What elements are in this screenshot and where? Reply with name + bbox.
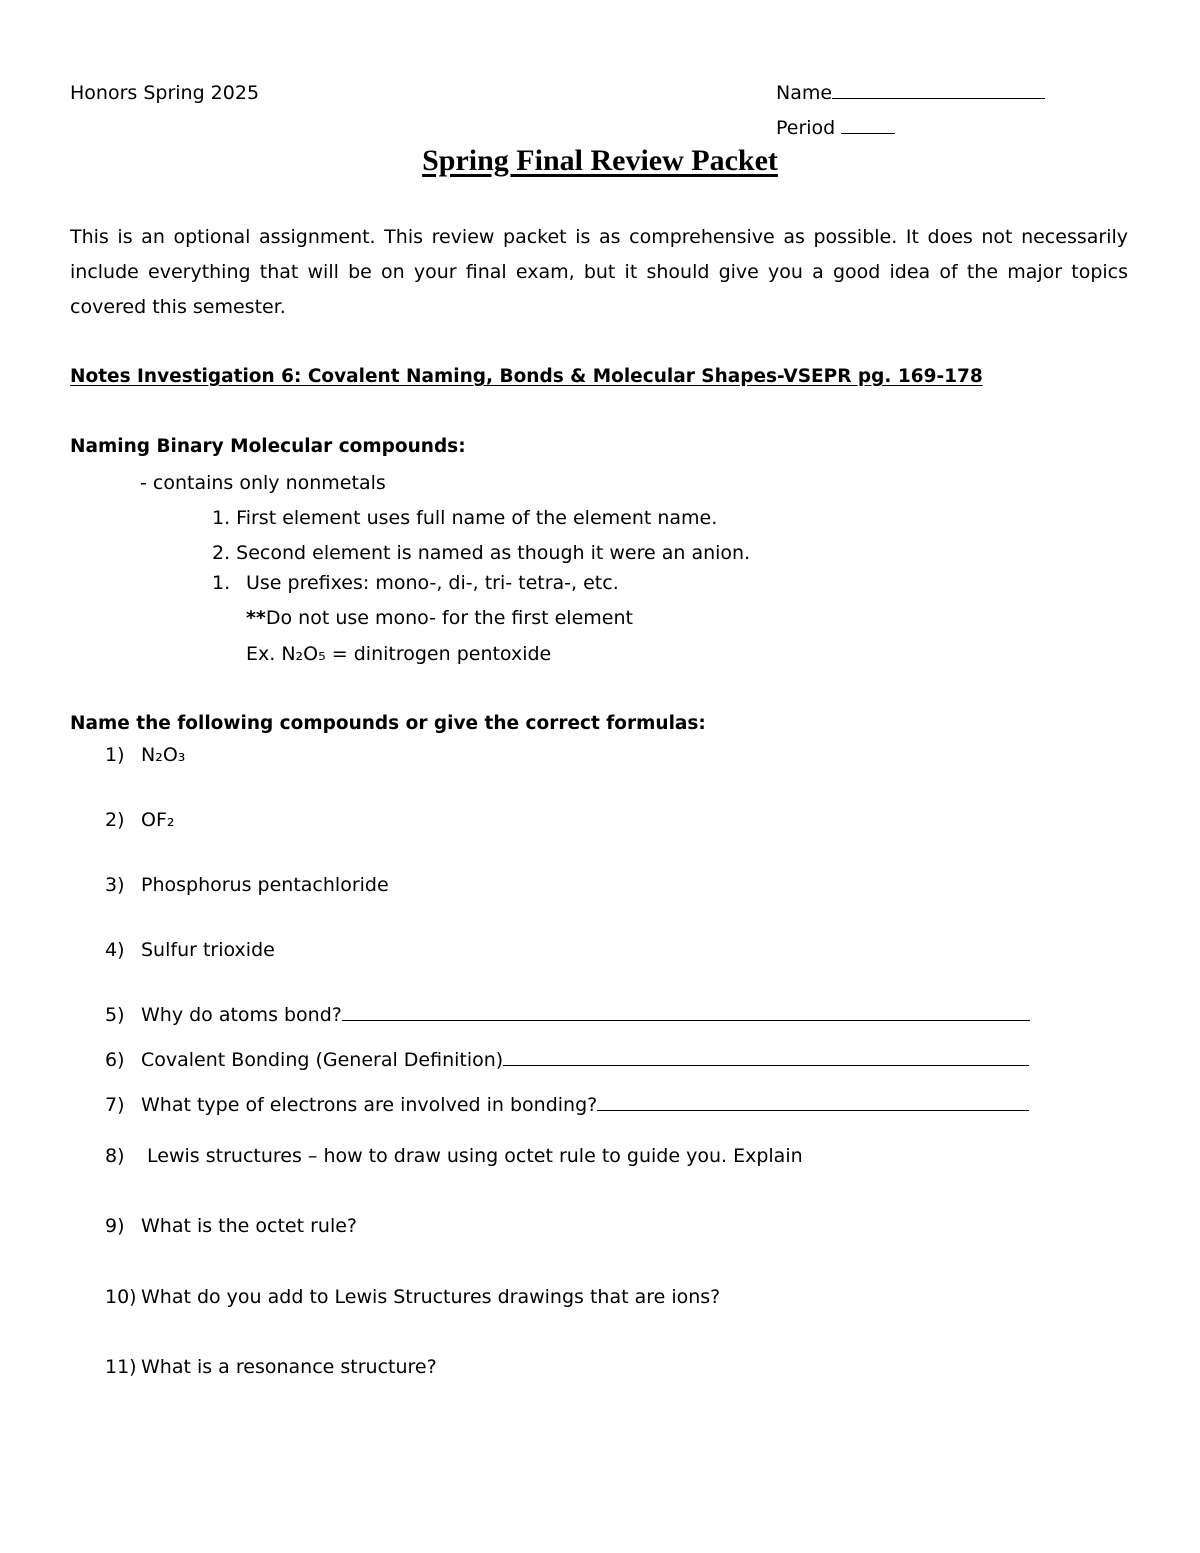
answer-blank[interactable] — [342, 1019, 1030, 1021]
name-label: Name — [776, 82, 833, 104]
question-number: 9) — [105, 1215, 125, 1237]
question-1 — [105, 746, 185, 765]
naming-heading: Naming Binary Molecular compounds: — [70, 436, 466, 457]
question-number: 1) — [105, 744, 125, 766]
questions-heading: Name the following compounds or give the correct formulas: — [70, 713, 706, 734]
question-number: 4) — [105, 939, 125, 961]
question-text: Why do atoms bond? — [141, 1004, 342, 1026]
question-text: What do you add to Lewis Structures drawings that are ions? — [141, 1286, 721, 1308]
question-number: 8) — [105, 1145, 125, 1167]
question-number: 11) — [105, 1356, 137, 1378]
naming-example: Ex. N₂O₅ = dinitrogen pentoxide — [246, 643, 552, 665]
question-number: 7) — [105, 1094, 125, 1116]
question-number: 3) — [105, 874, 125, 896]
question-text: Lewis structures – how to draw using octet rule to guide you. Explain — [141, 1145, 803, 1167]
naming-note-stars: ** — [246, 607, 266, 629]
question-11 — [105, 1358, 437, 1377]
period-label: Period — [776, 117, 836, 139]
question-text: Sulfur trioxide — [141, 939, 275, 961]
question-3 — [105, 876, 389, 895]
name-blank[interactable] — [832, 97, 1045, 99]
course-label: Honors Spring 2025 — [70, 82, 260, 104]
question-4 — [105, 941, 275, 960]
question-number: 5) — [105, 1004, 125, 1026]
question-text: What is the octet rule? — [141, 1215, 358, 1237]
section-heading: Notes Investigation 6: Covalent Naming, Bonds & Molecular Shapes-VSEPR pg. 169-178 — [70, 366, 983, 387]
question-number: 2) — [105, 809, 125, 831]
naming-note — [246, 609, 633, 628]
question-text: Covalent Bonding (General Definition) — [141, 1049, 504, 1071]
question-text: What type of electrons are involved in bonding? — [141, 1094, 598, 1116]
page-title: Spring Final Review Packet — [422, 144, 778, 177]
question-5 — [105, 1006, 1030, 1025]
naming-rule-3 — [212, 574, 619, 593]
question-text: What is a resonance structure? — [141, 1356, 437, 1378]
question-text: OF₂ — [141, 809, 175, 831]
question-7 — [105, 1096, 1029, 1115]
naming-rule-3-text: Use prefixes: mono-, di-, tri- tetra-, etc. — [246, 572, 619, 594]
question-10 — [105, 1288, 720, 1307]
question-8 — [105, 1147, 803, 1166]
question-text: Phosphorus pentachloride — [141, 874, 389, 896]
naming-bullet: - contains only nonmetals — [140, 472, 386, 494]
name-field[interactable] — [776, 84, 1045, 103]
question-text: N₂O₃ — [141, 744, 186, 766]
naming-rule-2: 2. Second element is named as though it were an anion. — [212, 542, 751, 564]
naming-note-text: Do not use mono- for the first element — [265, 607, 633, 629]
answer-blank[interactable] — [503, 1064, 1029, 1066]
question-9 — [105, 1217, 357, 1236]
question-number: 6) — [105, 1049, 125, 1071]
naming-rule-1: 1. First element uses full name of the element name. — [212, 507, 718, 529]
period-field[interactable] — [776, 119, 895, 138]
question-2 — [105, 811, 175, 830]
answer-blank[interactable] — [597, 1109, 1029, 1111]
question-6 — [105, 1051, 1029, 1070]
naming-rule-3-number: 1. — [212, 572, 231, 594]
intro-paragraph: This is an optional assignment. This review packet is as comprehensive as possible. It does not necessarily include everything that will be on your final exam, but it should give you a good idea of the major topics covered this semester. — [70, 226, 1128, 318]
period-blank[interactable] — [841, 132, 895, 134]
question-number: 10) — [105, 1286, 137, 1308]
